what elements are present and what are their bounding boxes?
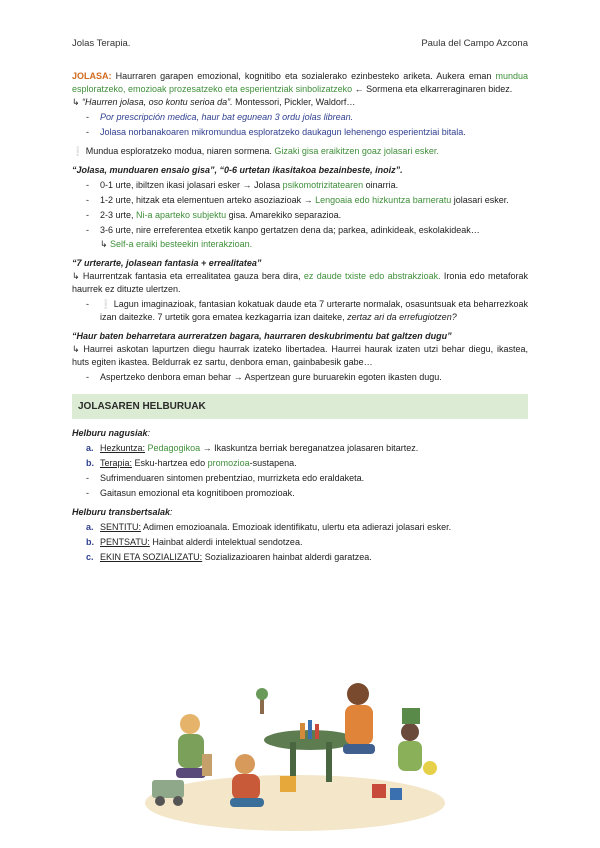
freedom-paragraph	[72, 343, 528, 369]
list-item	[72, 536, 528, 549]
stage-sub-green: Self-a eraiki besteekin interakzioan.	[110, 239, 253, 249]
child-body	[398, 741, 422, 771]
stage-sub-note	[72, 238, 528, 251]
intro-bullet-2: Jolasa norbanakoaren mikromundua esploratzeko daukagun lehenengo esperientziai bitala.	[100, 127, 466, 137]
list-item	[72, 298, 528, 324]
list-marker: b.	[86, 537, 94, 547]
toy-block	[372, 784, 386, 798]
child-body	[345, 705, 373, 745]
list-item	[72, 126, 528, 139]
bullet-marker: -	[86, 473, 89, 483]
goal-label: Terapia:	[100, 458, 133, 468]
stage-green: Ni-a aparteko subjektu	[136, 210, 227, 220]
toy-ball	[423, 761, 437, 775]
bullet-marker: -	[86, 210, 89, 220]
intro-bullet-1: Por prescripción medica, haur bat egunean 3 ordu jolas librean.	[100, 112, 354, 122]
page-content	[72, 70, 528, 564]
goal-green: promozioa	[207, 458, 250, 468]
goal-text: Adimen emozioanala. Emozioak identifikatu, ulertu eta adierazi jolasari esker.	[141, 522, 452, 532]
goal-label: SENTITU:	[100, 522, 142, 532]
toy-truck	[152, 780, 184, 798]
child-body	[178, 734, 204, 768]
header-title: Jolas Terapia.	[72, 38, 131, 49]
child-head	[235, 754, 255, 774]
list-item	[72, 209, 528, 222]
toy-block	[402, 708, 420, 724]
goal-text: Gaitasun emozional eta kognitiboen promozioak.	[100, 488, 295, 498]
intro-green: mundua esploratzeko, emozioak prozesatzeko eta esperientziak sinbolizatzeko	[72, 71, 528, 94]
toy-block	[390, 788, 402, 800]
list-item	[72, 457, 528, 470]
toy-block	[280, 776, 296, 792]
goal-label: PENTSATU:	[100, 537, 150, 547]
stage-after: jolasari esker.	[451, 195, 509, 205]
stage-green: Lengoaia edo hizkuntza barneratu	[315, 195, 452, 205]
transversal-goals-heading: Helburu transbertsalak:	[72, 507, 173, 517]
stage-after: oinarria.	[363, 180, 399, 190]
plant-icon	[256, 688, 268, 700]
stage-text: 1-2 urte, hitzak eta elementuen arteko asoziazioak →	[100, 195, 316, 205]
intro-text-1: Haurraren garapen emozional, kognitibo eta sozialerako ezinbesteko ariketa. Aukera eman	[111, 71, 496, 81]
fantasy-text: Haurrentzak fantasia eta errealitatea gauza bera dira,	[82, 271, 304, 281]
fantasy-after: Ironia edo metaforak haurrek ez dituzte ulertzen.	[72, 271, 528, 294]
intro-text-2: ← Sormena eta elkarreraginaren bidez.	[352, 84, 513, 94]
bullet-marker: -	[86, 127, 89, 137]
stage-after: gisa. Amarekiko separazioa.	[226, 210, 342, 220]
goal-text: Sozializazioaren hainbat alderdi garatzea.	[202, 552, 372, 562]
return-arrow-icon: ↳	[72, 97, 83, 107]
page-header	[72, 38, 528, 49]
child-head	[180, 714, 200, 734]
intro-label: JOLASA:	[72, 71, 112, 81]
goal-after: -sustapena.	[249, 458, 297, 468]
list-item	[72, 442, 528, 455]
goal-text: → Ikaskuntza berriak bereganatzea jolasaren bitartez.	[200, 443, 419, 453]
goal-label: Hezkuntza:	[100, 443, 146, 453]
fantasy-bullet-italic: zertaz ari da errefugiotzen?	[347, 312, 457, 322]
note-text: Mundua esploratzeko modua, niaren sormena.	[83, 146, 275, 156]
goal-text: Hainbat alderdi intelektual sendotzea.	[149, 537, 303, 547]
main-goals-heading: Helburu nagusiak:	[72, 428, 151, 438]
goal-text: Esku-hartzea edo	[132, 458, 208, 468]
section-banner: JOLASAREN HELBURUAK	[72, 394, 528, 419]
stage-text: 3-6 urte, nire erreferentea etxetik kanpo gertatzen dena da; parkea, adinkideak, eskolakideak…	[100, 225, 480, 235]
stage-green: psikomotrizitatearen	[282, 180, 364, 190]
list-marker: a.	[86, 522, 94, 532]
list-item	[72, 194, 528, 207]
fantasy-paragraph	[72, 270, 528, 296]
list-marker: c.	[86, 552, 94, 562]
note-green: Gizaki gisa eraikitzen goaz jolasari esker.	[274, 146, 439, 156]
header-author: Paula del Campo Azcona	[421, 38, 528, 49]
list-item	[72, 521, 528, 534]
list-marker: b.	[86, 458, 94, 468]
list-item	[72, 371, 528, 384]
exclamation-icon: ❕	[72, 146, 84, 156]
list-item	[72, 472, 528, 485]
freedom-text: Haurrei askotan lapurtzen diegu haurrak izateko libertadea. Haurrei haurak izaten utzi behar diegu, ikastea, huts egiten ikastea. Beldurrak ez sartu, denbora eman, gainbabesik gabe…	[72, 344, 529, 367]
bullet-marker: -	[86, 225, 89, 235]
child-head	[401, 723, 419, 741]
return-arrow-icon: ↳	[72, 344, 84, 354]
stage-text: 0-1 urte, ibiltzen ikasi jolasari esker → Jolasa	[100, 180, 283, 190]
return-arrow-icon: ↳	[100, 239, 111, 249]
toy-tower	[202, 754, 212, 776]
list-item	[72, 551, 528, 564]
freedom-bullet: Aspertzeko denbora eman behar → Aspertzean gure buruarekin egoten ikasten dugu.	[100, 372, 442, 382]
quote-text: “Haurren jolasa, oso kontu serioa da”.	[82, 97, 233, 107]
stage-text: 2-3 urte,	[100, 210, 137, 220]
list-item	[72, 487, 528, 500]
bullet-marker: -	[86, 195, 89, 205]
fantasy-heading: “7 urterarte, jolasean fantasia + errealitatea”	[72, 258, 262, 268]
freedom-heading: “Haur baten beharretara aurreratzen bagara, haurraren deskubrimentu bat galtzen dugu”	[72, 331, 452, 341]
bullet-marker: -	[86, 299, 89, 309]
list-item	[72, 179, 528, 192]
goal-label: EKIN ETA SOZIALIZATU:	[100, 552, 203, 562]
stages-heading: “Jolasa, munduaren ensaio gisa”, “0-6 urtetan ikasitakoa bezainbeste, inoiz”.	[72, 165, 403, 175]
goal-text: Sufrimenduaren sintomen prebentziao, murrizketa edo eraldaketa.	[100, 473, 365, 483]
bullet-marker: -	[86, 112, 89, 122]
return-arrow-icon: ↳	[72, 271, 83, 281]
note-paragraph	[72, 145, 528, 158]
child-body	[232, 774, 260, 800]
list-item	[72, 111, 528, 124]
quote-authors: Montessori, Pickler, Waldorf…	[232, 97, 356, 107]
list-item	[72, 224, 528, 237]
intro-quote	[72, 96, 528, 109]
goal-green: Pedagogikoa	[145, 443, 201, 453]
bullet-marker: -	[86, 372, 89, 382]
list-marker: a.	[86, 443, 94, 453]
child-head	[347, 683, 369, 705]
fantasy-bullet-text: Lagun imaginazioak, fantasian kokatuak daude eta 7 urterarte normalak, osasuntsuak eta beharrezkoak izan daitezke. 7 urtetik gora ematea kezkagarria izan daiteke,	[100, 299, 528, 322]
fantasy-green: ez daude txiste edo abstrakzioak.	[303, 271, 441, 281]
children-playing-illustration	[140, 668, 450, 833]
bullet-marker: -	[86, 180, 89, 190]
intro-paragraph	[72, 70, 528, 96]
bullet-marker: -	[86, 488, 89, 498]
exclamation-icon: ❕	[100, 299, 112, 309]
